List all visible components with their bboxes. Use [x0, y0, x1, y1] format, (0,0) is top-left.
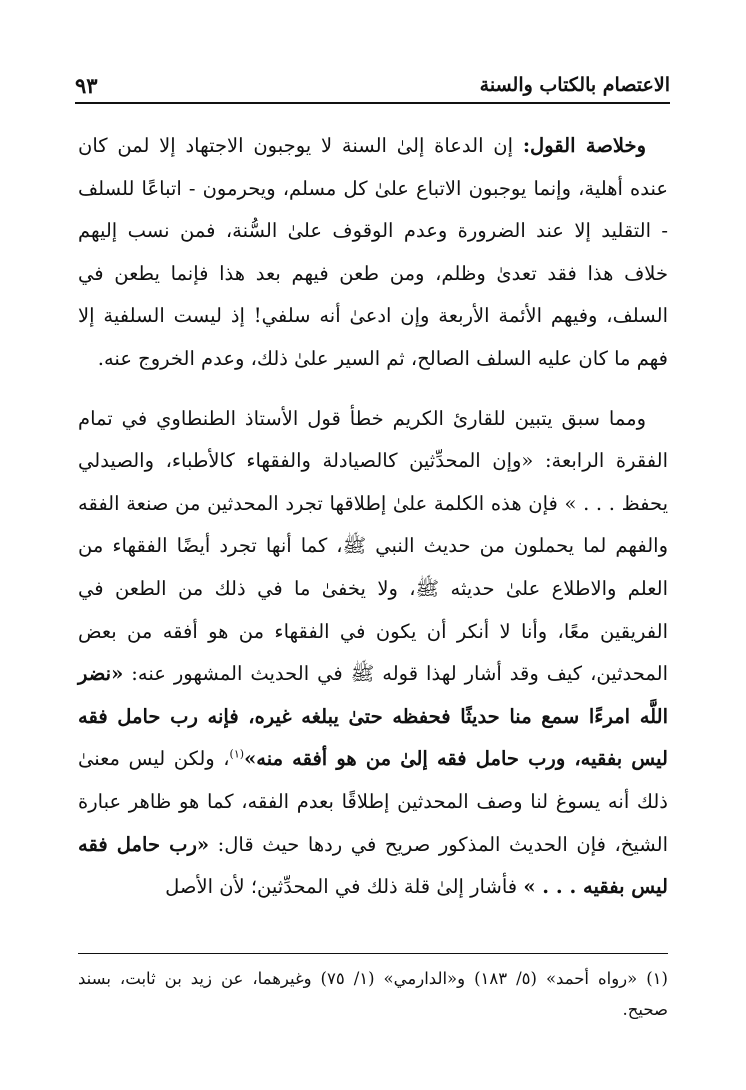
- paragraph-critique: [78, 398, 668, 909]
- hadith-quote: «نضر اللَّه امرءًا سمع منا حديثًا فحفظه حتىٰ يبلغه غيره، فإنه رب حامل فقه ليس بفقيه، ورب حامل فقه إلىٰ من هو أفقه منه»: [78, 662, 668, 771]
- footnote: (١) «رواه أحمد» (٥/ ١٨٣) و«الدارمي» (١/ ٧٥) وغيرهما، عن زيد بن ثابت، بسند صحيح.: [78, 969, 668, 1019]
- paragraph-body: ومما سبق يتبين للقارئ الكريم خطأ قول الأستاذ الطنطاوي في تمام الفقرة الرابعة: «وإن المحدِّثين كالصيادلة والفقهاء كالأطباء، والصيدلي يحفظ . . . » فإن هذه الكلمة علىٰ إطلاقها تجرد المحدثين من صنعة الفقه والفهم لما يحملون من حديث النبي ﷺ، كما أنها تجرد أيضًا الفقهاء من العلم والاطلاع علىٰ حديثه ﷺ، ولا يخفىٰ ما في ذلك من الطعن في الفريقين معًا، وأنا لا أنكر أن يكون في الفقهاء من هو أفقه من بعض المحدثين، كيف وقد أشار لهذا قوله ﷺ في الحديث المشهور عنه:: [78, 406, 668, 686]
- footnote-marker[interactable]: (١): [229, 747, 245, 761]
- main-text: [78, 125, 668, 909]
- paragraph-lead: وخلاصة القول:: [522, 134, 646, 157]
- footnote-divider: [78, 953, 668, 954]
- paragraph-body: فأشار إلىٰ قلة ذلك في المحدِّثين؛ لأن الأصل: [165, 875, 524, 899]
- running-title: الاعتصام بالكتاب والسنة: [479, 74, 670, 96]
- paragraph-body: ، ولكن ليس معنىٰ ذلك أنه يسوغ لنا وصف المحدثين إطلاقًا بعدم الفقه، كما هو ظاهر عبارة الشيخ، فإن الحديث المذكور صريح في ردها حيث قال:: [78, 747, 669, 856]
- paragraph-body: إن الدعاة إلىٰ السنة لا يوجبون الاجتهاد إلا لمن كان عنده أهلية، وإنما يوجبون الاتباع علىٰ كل مسلم، ويحرمون - اتباعًا للسلف - التقليد إلا عند الضرورة وعدم الوقوف علىٰ السُّنة، فمن نسب إليهم خلاف هذا فقد تعدىٰ وظلم، ومن طعن فيهم بعد هذا فإنما يطعن في السلف، وفيهم الأئمة الأربعة وإن ادعىٰ أنه سلفي! إذ ليست السلفية إلا فهم ما كان عليه السلف الصالح، ثم السير علىٰ ذلك، وعدم الخروج عنه.: [78, 134, 668, 370]
- paragraph-conclusion: [78, 125, 668, 381]
- hadith-quote-short: «رب حامل فقه ليس بفقيه . . . »: [78, 832, 668, 899]
- page-header: [75, 68, 670, 104]
- page-number: ٩٣: [75, 72, 98, 98]
